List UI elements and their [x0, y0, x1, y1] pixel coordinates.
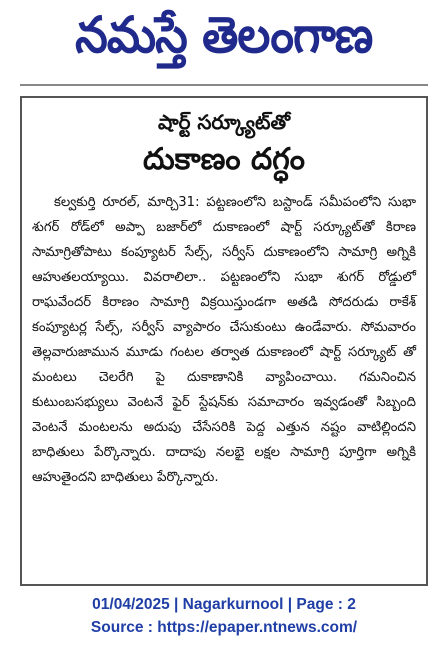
article-body — [32, 190, 416, 490]
article-headline-kicker: షార్ట్ సర్క్యూట్‌తో — [157, 110, 291, 134]
masthead-divider — [20, 84, 428, 86]
article-clipping — [20, 96, 428, 586]
newspaper-masthead — [20, 4, 428, 78]
publication-info: 01/04/2025 | Nagarkurnool | Page : 2 — [92, 596, 356, 613]
masthead-title: నమస్తే తెలంగాణ — [75, 5, 373, 64]
source-link[interactable]: Source : https://epaper.ntnews.com/ — [90, 619, 358, 636]
article-paragraph: కల్వకుర్తి రూరల్, మార్చి31: పట్టణంలోని బస్టాండ్ సమీపంలోని సుభా శుగర్ రోడ్‌లో అప్పా బజార్‌లో దుకాణంలో షార్ట్ సర్క్యూట్‌తో కిరాణ సామాగ్రితోపాటు కంప్యూటర్ సేల్స్, సర్వీస్ దుకాణంలోని సామాగ్రి అగ్నికి ఆహుతలయ్యాయి. వివరాలిలా.. పట్టణంలోని సుభా శుగర్ రోడ్డులో రాఘవేందర్ కిరాణం సామాగ్రి విక్రయిస్తుండగా అతడి సోదరుడు రాకేశ్ కంప్యూటర్ల సేల్స్, సర్వీస్ వ్యాపారం చేసుకుంటు ఉండేవారు. సోమవారం తెల్లవారుజామున మూడు గంటల తర్వాత దుకాణంలో షార్ట్ సర్క్యూట్ తో మంటలు చెలరేగి పై దుకాణానికి వ్యాపించాయి. గమనించిన కుటుంబసభ్యులు వెంటనే ఫైర్ స్టేషన్‌కు సమాచారం ఇవ్వడంతో సిబ్బంది వెంటనే మంటలను అదుపు చేసేసరికి పెద్ద ఎత్తున నష్టం వాటిల్లిందని బాధితులు పేర్కొన్నారు. దాదాపు నలభై లక్షల సామాగ్రి పూర్తిగా అగ్నికి ఆహుతైందని బాధితులు పేర్కొన్నారు. — [32, 195, 416, 485]
article-headline: దుకాణం దగ్ధం — [143, 142, 305, 177]
